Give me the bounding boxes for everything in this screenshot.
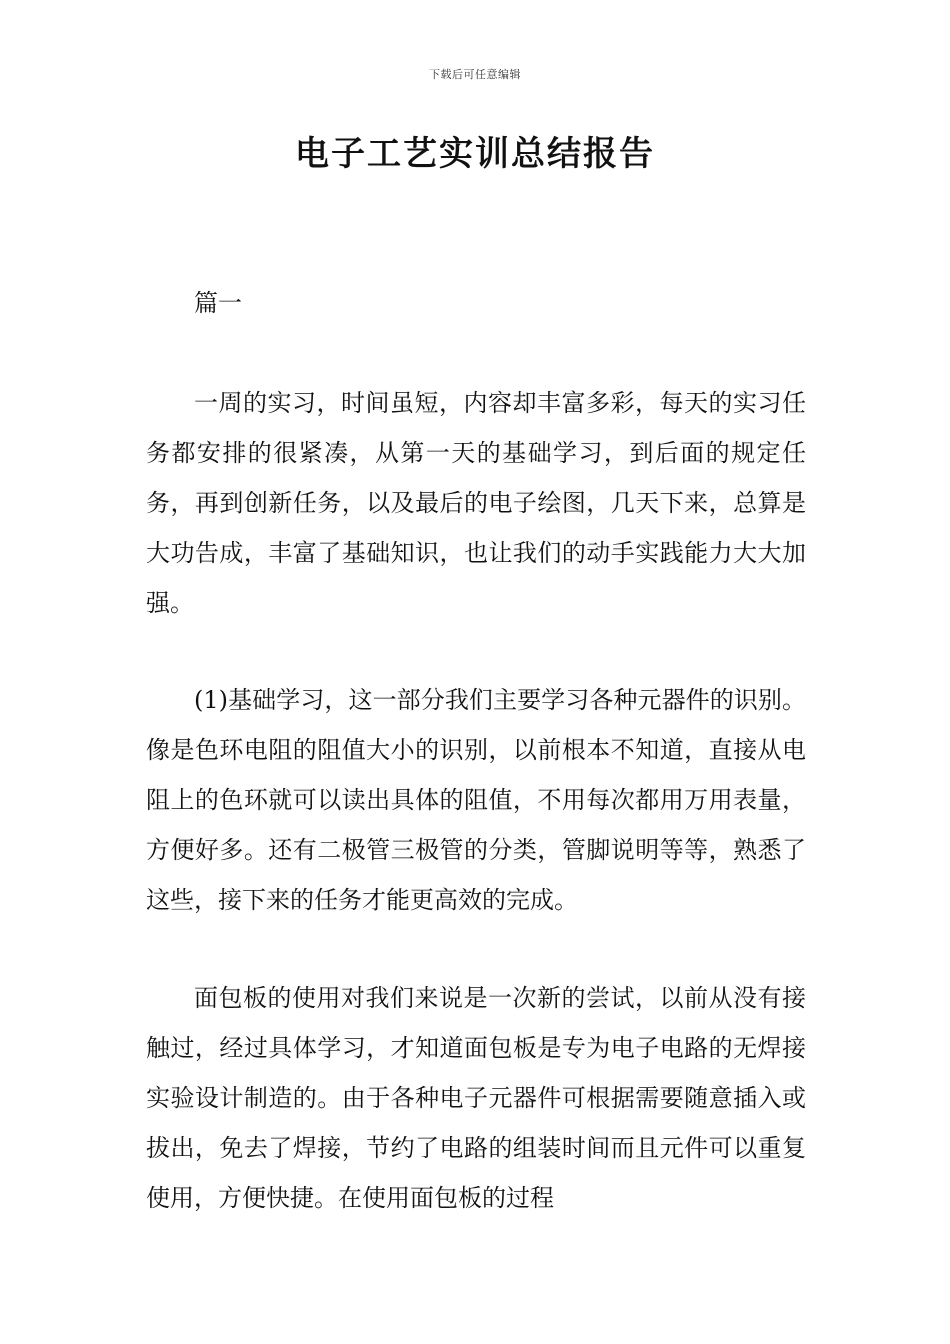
header-note: 下载后可任意编辑: [429, 68, 521, 81]
paragraph-2: (1)基础学习，这一部分我们主要学习各种元器件的识别。像是色环电阻的阻值大小的识别，以前根本不知道，直接从电阻上的色环就可以读出具体的阻值，不用每次都用万用表量，方便好多。还有二极管三极管的分类，管脚说明等等，熟悉了这些，接下来的任务才能更高效的完成。: [146, 686, 806, 914]
document-title: 电子工艺实训总结报告: [295, 134, 655, 174]
section-label: 篇一: [194, 289, 242, 317]
paragraph-3: 面包板的使用对我们来说是一次新的尝试，以前从没有接触过，经过具体学习，才知道面包板是专为电子电路的无焊接实验设计制造的。由于各种电子元器件可根据需要随意插入或拔出，免去了焊接，节约了电路的组装时间而且元件可以重复使用，方便快捷。在使用面包板的过程: [146, 984, 806, 1212]
paragraph-1: 一周的实习，时间虽短，内容却丰富多彩，每天的实习任务都安排的很紧凑，从第一天的基础学习，到后面的规定任务，再到创新任务，以及最后的电子绘图，几天下来，总算是大功告成，丰富了基础知识，也让我们的动手实践能力大大加强。: [146, 389, 806, 617]
